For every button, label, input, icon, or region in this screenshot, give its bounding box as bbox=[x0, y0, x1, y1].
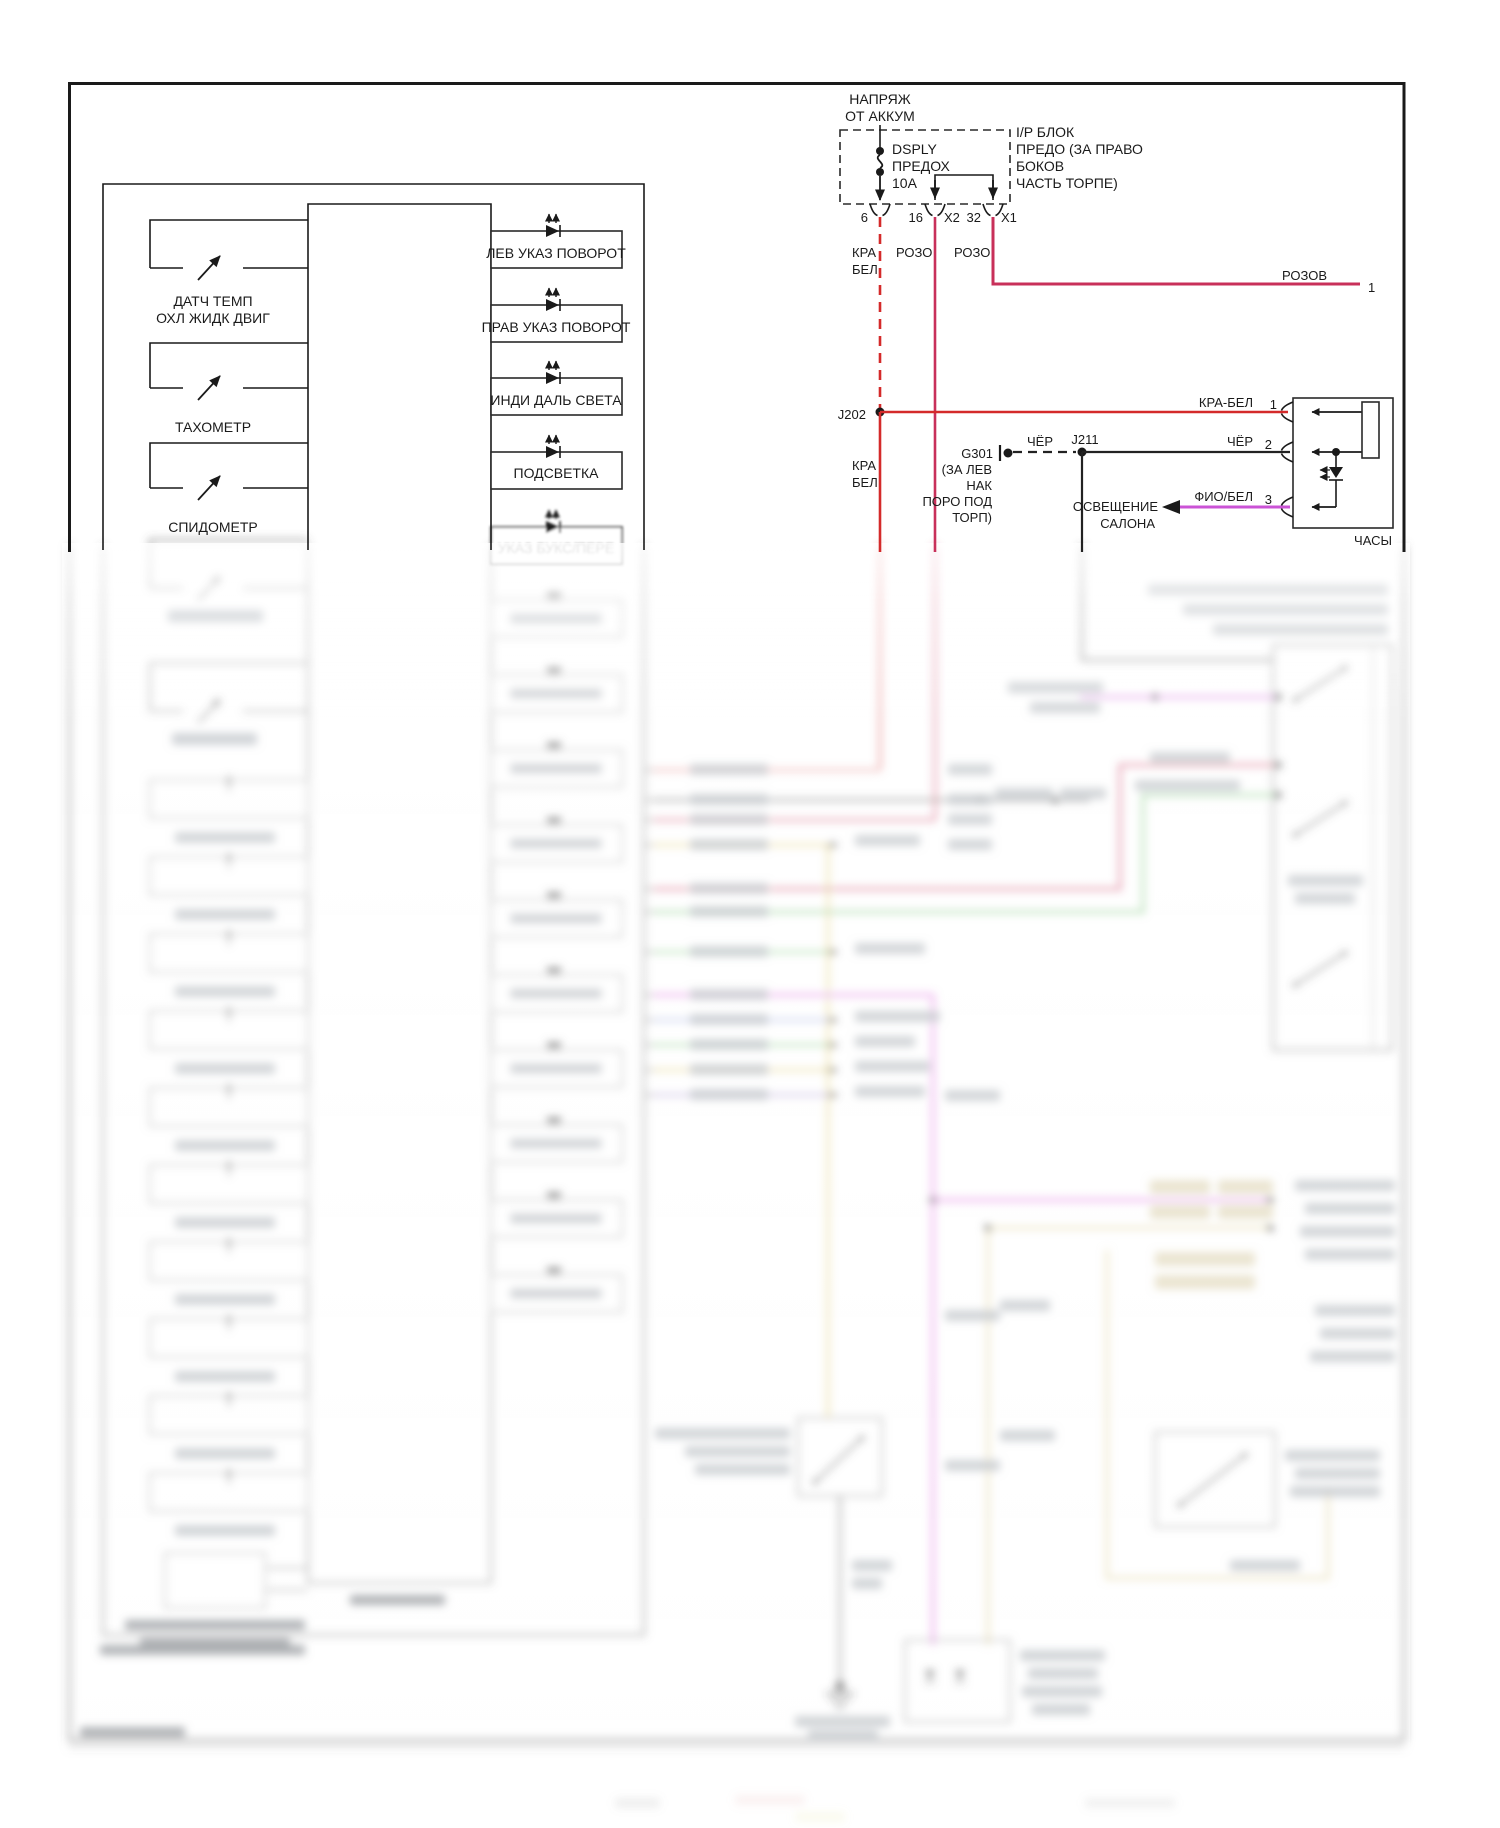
wire-color-label: КРА bbox=[852, 245, 877, 260]
gauge-speedometer bbox=[150, 443, 308, 535]
wire-color-label: БЕЛ bbox=[852, 475, 878, 490]
ground-location: (ЗА ЛЕВ bbox=[941, 462, 992, 477]
block-label: I/P БЛОК bbox=[1016, 124, 1075, 140]
pin-number: 16 bbox=[908, 210, 923, 225]
connector-pin-icon bbox=[983, 204, 1003, 216]
connector-id: X2 bbox=[944, 210, 960, 225]
fuse-label: DSPLY bbox=[892, 141, 937, 157]
ground-location: ПОРО ПОД bbox=[922, 494, 992, 509]
wire-color-label: БЕЛ bbox=[852, 262, 878, 277]
gauge-label: ДАТЧ ТЕМП bbox=[173, 293, 253, 309]
wire-color-label: РОЗОВ bbox=[1282, 268, 1327, 283]
gauge-coolant-temp bbox=[150, 220, 308, 326]
clock-display-icon bbox=[1362, 402, 1379, 458]
wire-color-label: РОЗО bbox=[954, 245, 991, 260]
gauge-label: ТАХОМЕТР bbox=[174, 419, 252, 435]
clock-label: ЧАСЫ bbox=[1354, 533, 1392, 548]
blur-veil bbox=[62, 543, 1410, 1753]
blur-shape bbox=[795, 1812, 845, 1822]
indicator-backlight bbox=[491, 435, 622, 489]
wire-color-label: КРА-БЕЛ bbox=[1198, 395, 1253, 410]
pin-number: 1 bbox=[1368, 280, 1376, 295]
ground-location: ТОРП) bbox=[952, 510, 992, 525]
gauge-needle-icon bbox=[198, 476, 220, 500]
pin-number: 32 bbox=[966, 210, 981, 225]
crisp-section bbox=[70, 84, 1405, 553]
supply-label: НАПРЯЖ bbox=[849, 91, 911, 107]
fuse-block bbox=[840, 91, 1143, 225]
supply-label: ОТ АККУМ bbox=[845, 108, 915, 124]
ground-location: НАК bbox=[966, 478, 992, 493]
gauge-needle-icon bbox=[198, 256, 220, 280]
interior-light-label: САЛОНА bbox=[1100, 516, 1155, 531]
wire-color-label: ЧЁР bbox=[1226, 434, 1253, 449]
junction-label: J202 bbox=[837, 407, 866, 422]
blur-shape bbox=[615, 1798, 660, 1808]
fuse-label: ПРЕДОХ bbox=[892, 158, 950, 174]
pin-number: 1 bbox=[1269, 397, 1277, 412]
fuse-icon bbox=[878, 155, 883, 168]
interior-light-label: ОСВЕЩЕНИЕ bbox=[1072, 499, 1158, 514]
pin-number: 3 bbox=[1264, 492, 1272, 507]
indicator-label: ЛЕВ УКАЗ ПОВОРОТ bbox=[486, 245, 626, 261]
indicator-label: ПОДСВЕТКА bbox=[513, 465, 599, 481]
connector-pin-icon bbox=[870, 204, 890, 216]
indicator-high-beam bbox=[490, 361, 622, 415]
pin-number: 2 bbox=[1264, 437, 1272, 452]
wire-color-label: РОЗО bbox=[896, 245, 933, 260]
indicator-left-turn bbox=[486, 214, 626, 268]
junction-label: J211 bbox=[1071, 432, 1099, 447]
indicator-label: ПРАВ УКАЗ ПОВОРОТ bbox=[481, 319, 631, 335]
cluster-inner-box bbox=[308, 204, 491, 550]
arrow-left-icon bbox=[1162, 500, 1180, 514]
blur-shape bbox=[1085, 1798, 1175, 1808]
gauge-needle-icon bbox=[198, 376, 220, 400]
gauge-label: СПИДОМЕТР bbox=[168, 519, 258, 535]
indicator-label: ИНДИ ДАЛЬ СВЕТА bbox=[490, 392, 622, 408]
clock-module bbox=[1265, 397, 1393, 548]
connector-id: X1 bbox=[1001, 210, 1017, 225]
fuse-label: 10A bbox=[892, 175, 917, 191]
wire-color-label: КРА bbox=[852, 458, 877, 473]
gauge-tachometer bbox=[150, 343, 308, 435]
ground-id: G301 bbox=[961, 446, 993, 461]
block-label: ПРЕДО (ЗА ПРАВО bbox=[1016, 141, 1143, 157]
wire-color-label: ЧЁР bbox=[1026, 434, 1054, 449]
wire-color-label: ФИО/БЕЛ bbox=[1194, 489, 1253, 504]
block-label: БОКОВ bbox=[1016, 158, 1065, 174]
block-label: ЧАСТЬ ТОРПЕ) bbox=[1016, 175, 1118, 191]
indicator-right-turn bbox=[482, 288, 631, 342]
pin-number: 6 bbox=[860, 210, 868, 225]
connector-pin-icon bbox=[925, 204, 945, 216]
blur-shape bbox=[735, 1795, 805, 1805]
gauge-label: ОХЛ ЖИДК ДВИГ bbox=[156, 310, 270, 326]
